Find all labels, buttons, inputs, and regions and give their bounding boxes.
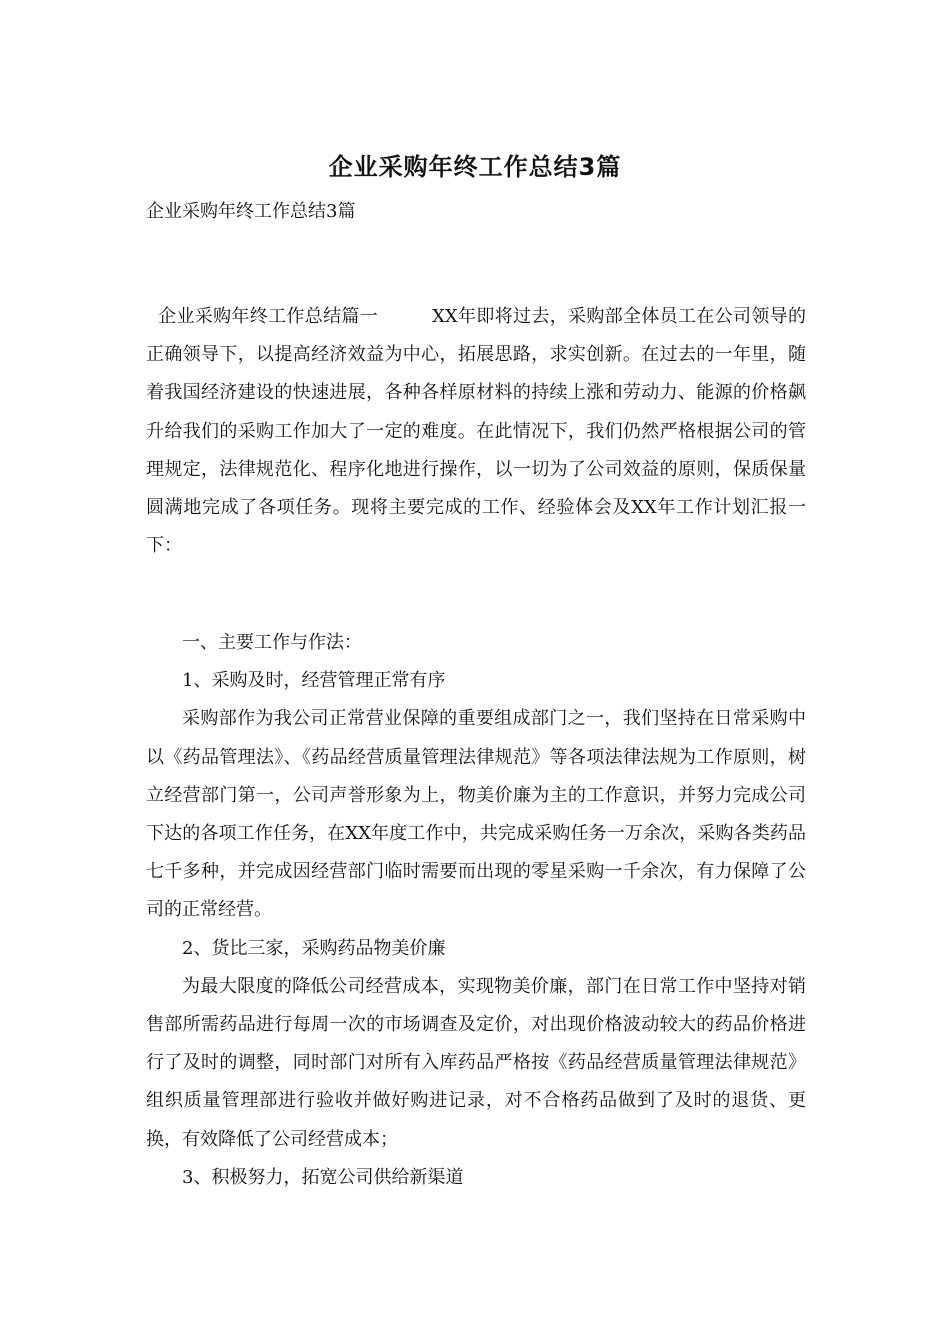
intro-text: XX年即将过去，采购部全体员工在公司领导的正确领导下，以提高经济效益为中心，拓展思路，求实创新。在过去的一年里，随着我国经济建设的快速进展，各种各样原材料的持续上涨和劳动力、能源的价格飙升给我们的采购工作加大了一定的难度。在此情况下，我们仍然严格根据公司的管理规定，法律规范化、程序化地进行操作，以一切为了公司效益的原则，保质保量圆满地完成了各项任务。现将主要完成的工作、经验体会及XX年工作计划汇报一下：: [146, 306, 806, 557]
section-heading-main: 一、主要工作与作法：: [182, 632, 362, 653]
paragraph-pricing: 为最大限度的降低公司经营成本，实现物美价廉，部门在日常工作中坚持对销售部所需药品进行每周一次的市场调查及定价，对出现价格波动较大的药品价格进行了及时的调整，同时部门对所有入库药品严格按《药品经营质量管理法律规范》组织质量管理部进行验收并做好购进记录，对不合格药品做到了及时的退货、更换，有效降低了公司经营成本；: [146, 975, 806, 1150]
intro-paragraph: [146, 298, 806, 565]
document-subtitle: 企业采购年终工作总结3篇: [146, 201, 356, 222]
paragraph-procurement: 采购部作为我公司正常营业保障的重要组成部门之一，我们坚持在日常采购中以《药品管理法》、《药品经营质量管理法律规范》等各项法律法规为工作原则，树立经营部门第一，公司声誉形象为上，物美价廉为主的工作意识，并努力完成公司下达的各项工作任务，在XX年度工作中，共完成采购任务一万余次，采购各类药品七千多种，并完成因经营部门临时需要而出现的零星采购一千余次，有力保障了公司的正常经营。: [146, 708, 806, 921]
intro-heading: 企业采购年终工作总结篇一: [158, 306, 379, 327]
subsection-heading-1: 1、采购及时，经营管理正常有序: [182, 670, 446, 692]
document-title: 企业采购年终工作总结3篇: [328, 153, 622, 181]
subsection-heading-3: 3、积极努力，拓宽公司供给新渠道: [182, 1166, 464, 1188]
section-body: [146, 624, 806, 1197]
subsection-heading-2: 2、货比三家，采购药品物美价廉: [182, 937, 446, 959]
